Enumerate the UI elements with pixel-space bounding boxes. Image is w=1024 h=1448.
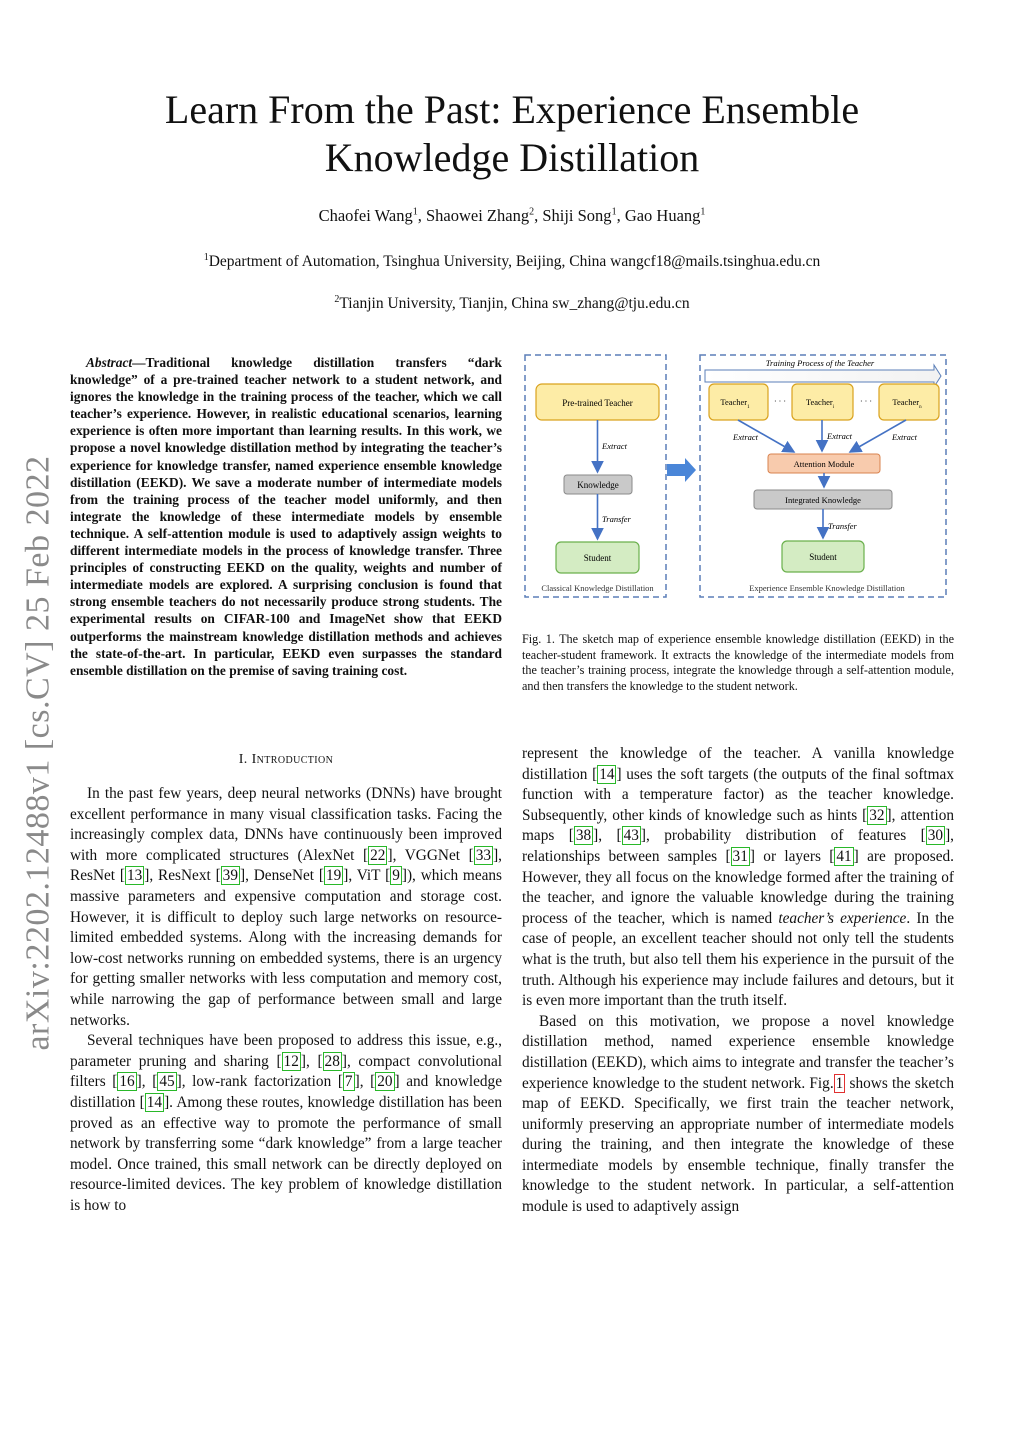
eekd-transfer-label: Transfer xyxy=(828,521,857,531)
author: Chaofei Wang xyxy=(318,206,413,225)
citation-link[interactable]: 22 xyxy=(370,846,386,864)
abstract-text: —Traditional knowledge distillation transfers “dark knowledge” of a pre-trained teacher network to a student network, and ignores the knowledge in the training process of the teacher, which we call teacher’s experience. However, in realistic educational scenarios, learning experience is often more important than learning results. In this work, we propose a novel knowledge distillation method by integrating the teacher’s experience for knowledge transfer, named experience ensemble knowledge distillation (EEKD). We save a moderate number of intermediate models from the training process of the teacher model uniformly, and then integrate the knowledge of these intermediate models by ensemble technique. A self-attention module is used to adaptively assign weights to different intermediate models in the process of knowledge transfer. Three principles of constructing EEKD on the quality, weights and number of intermediate models are explored. A surprising conclusion is found that strong ensemble teachers do not necessarily produce strong students. The experimental results on CIFAR-100 and ImageNet show that EEKD outperforms the mainstream knowledge distillation methods and achieves the state-of-the-art. In particular, EEKD even surpasses the standard ensemble distillation on the premise of saving training cost. xyxy=(70,355,502,678)
student-label: Student xyxy=(583,553,612,563)
citation-link[interactable]: 33 xyxy=(475,846,492,864)
citation-link[interactable]: 16 xyxy=(119,1073,135,1091)
teacher-n-label: Teacher$_n$ xyxy=(892,397,922,410)
classical-caption: Classical Knowledge Distillation xyxy=(541,583,654,593)
paper-title xyxy=(100,86,924,182)
eekd-caption: Experience Ensemble Knowledge Distillation xyxy=(749,583,905,593)
pretrained-teacher-label: Pre-trained Teacher xyxy=(562,398,633,408)
left-column xyxy=(70,784,502,1216)
citation-link[interactable]: 28 xyxy=(324,1052,340,1070)
affiliation: $^1$Department of Automation, Tsinghua University, Beijing, China wangcf18@mails.tsinghua.edu.cn xyxy=(203,251,821,270)
citation-link[interactable]: 7 xyxy=(344,1073,353,1091)
author: Gao Huang xyxy=(624,206,701,225)
citation-link[interactable]: 19 xyxy=(326,867,342,885)
figure-1 xyxy=(524,354,954,600)
author-list: Chaofei Wang$^1$, Shaowei Zhang$^2$, Shiji Song$^1$, Gao Huang$^1$ xyxy=(318,206,706,225)
citation-link[interactable]: 39 xyxy=(222,867,238,885)
right-column xyxy=(522,744,954,1218)
integrated-knowledge-label: Integrated Knowledge xyxy=(785,495,861,505)
citation-link[interactable]: 9 xyxy=(392,867,400,885)
arxiv-stamp: arXiv:2202.12488v1 [cs.CV] 25 Feb 2022 xyxy=(20,455,57,1051)
title-line-2: Knowledge Distillation xyxy=(324,135,700,180)
citation-link[interactable]: 12 xyxy=(283,1052,299,1070)
citation-link[interactable]: 32 xyxy=(869,806,885,824)
eekd-student-label: Student xyxy=(809,552,837,562)
title-line-1: Learn From the Past: Experience Ensemble xyxy=(164,87,860,132)
teacher-1-label: Teacher$_1$ xyxy=(720,397,750,410)
paragraph: represent the knowledge of the teacher. A vanilla knowledge distillation [ 14 ] uses the soft targets (the outputs of the final softmax function with a temperature factor) as the teacher knowledge. Subsequently, other kinds of knowledge such as hints [ 32 ], attention maps [ 38 ], [ 43 ], probability distribution of features [ 30 ], relationships between samples [ 31 ] or layers [ 41 ] are proposed. However, they all focus on the knowledge formed after the training of the teacher, and ignore the valuable knowledge during the training process of the teacher, which is named teacher’s experience. In the case of people, an excellent teacher should not only tell the students what is the truth, but also tell them his experience in the pursuit of the truth. Although his experience may include failures and detours, but it is even more important than the truth itself. xyxy=(522,745,954,1010)
citation-link[interactable]: 41 xyxy=(836,847,852,865)
transfer-label: Transfer xyxy=(602,514,631,524)
affiliation: $^2$Tianjin University, Tianjin, China sw_zhang@tju.edu.cn xyxy=(334,293,690,312)
citation-link[interactable]: 14 xyxy=(599,765,615,783)
abstract xyxy=(70,354,502,679)
citation-link[interactable]: 38 xyxy=(575,827,592,845)
citation-link[interactable]: 31 xyxy=(732,847,748,865)
extract-label-1: Extract xyxy=(733,432,759,442)
training-process-label: Training Process of the Teacher xyxy=(765,358,875,368)
attention-module-label: Attention Module xyxy=(793,459,855,469)
section-heading: I. Introduction xyxy=(238,752,334,767)
citation-link[interactable]: 14 xyxy=(146,1093,163,1111)
ellipsis-2: · · · xyxy=(860,397,872,406)
author: Shaowei Zhang xyxy=(425,206,530,225)
teacher-i-label: Teacher$_i$ xyxy=(805,397,835,410)
citation-link[interactable]: 45 xyxy=(159,1073,175,1091)
big-arrow-icon xyxy=(667,458,696,482)
extract-label-n: Extract xyxy=(892,432,918,442)
extract-label-i: Extract xyxy=(827,431,853,441)
ellipsis-1: · · · xyxy=(774,397,786,406)
figure-caption: Fig. 1. The sketch map of experience ensemble knowledge distillation (EEKD) in the teacher-student framework. It extracts the knowledge of the intermediate models from the teacher’s training process, integrate the knowledge through a self-attention module, and then transfers the knowledge to the student network. xyxy=(522,632,954,693)
eekd-diagram xyxy=(524,354,954,600)
citation-link[interactable]: 30 xyxy=(927,827,944,845)
paragraph: Based on this motivation, we propose a novel knowledge distillation method, named experience ensemble knowledge distillation (EEKD), which aims to integrate and transfer the teacher’s experience knowledge to the student network. Fig. 1 shows the sketch map of EEKD. Specifically, we first train the teacher network, uniformly preserving an appropriate number of intermediate models during the training, and then integrate the knowledge of these intermediate models by ensemble technique, finally transfer the knowledge to the student network. In particular, a self-attention module is used to adaptively assign xyxy=(522,1012,954,1216)
figure-link[interactable]: 1 xyxy=(835,1074,844,1092)
knowledge-label: Knowledge xyxy=(577,480,619,490)
citation-link[interactable]: 43 xyxy=(623,827,639,845)
citation-link[interactable]: 13 xyxy=(126,867,143,885)
citation-link[interactable]: 20 xyxy=(377,1073,393,1091)
author: Shiji Song xyxy=(542,206,612,225)
paragraph: Several techniques have been proposed to address this issue, e.g., parameter pruning and sharing [ 12 ], [ 28 ], compact convolutional filters [ 16 ], [ 45 ], low-rank factorization [ 7 ], [ 20 ] and knowledge distillation [ 14 ]. Among these routes, knowledge distillation has been proved as an effective way to promote the performance of small network by transferring some “dark knowledge” from a large teacher model. Once trained, this small network can be directly deployed on resource-limited devices. The key problem of knowledge distillation is how to xyxy=(70,1032,503,1214)
abstract-label: Abstract xyxy=(86,355,133,370)
paragraph: In the past few years, deep neural networks (DNNs) have brought excellent performance in many visual classification tasks. Facing the increasingly complex data, DNNs have continuously been improved with more complicated structures (AlexNet [ 22 ], VGGNet [ 33 ], ResNet [ 13 ], ResNext [ 39 ], DenseNet [ 19 ], ViT [ 9 ]), which means massive parameters and expensive computation and storage cost. However, it is difficult to deploy such large networks on resource-limited embedded systems. Along with the increasing demands for low-cost networks running on embedded systems, there is an urgency for getting smaller networks with less computation and memory cost, while narrowing the gap of performance between small and large networks. xyxy=(70,785,502,1029)
extract-label: Extract xyxy=(602,441,628,451)
